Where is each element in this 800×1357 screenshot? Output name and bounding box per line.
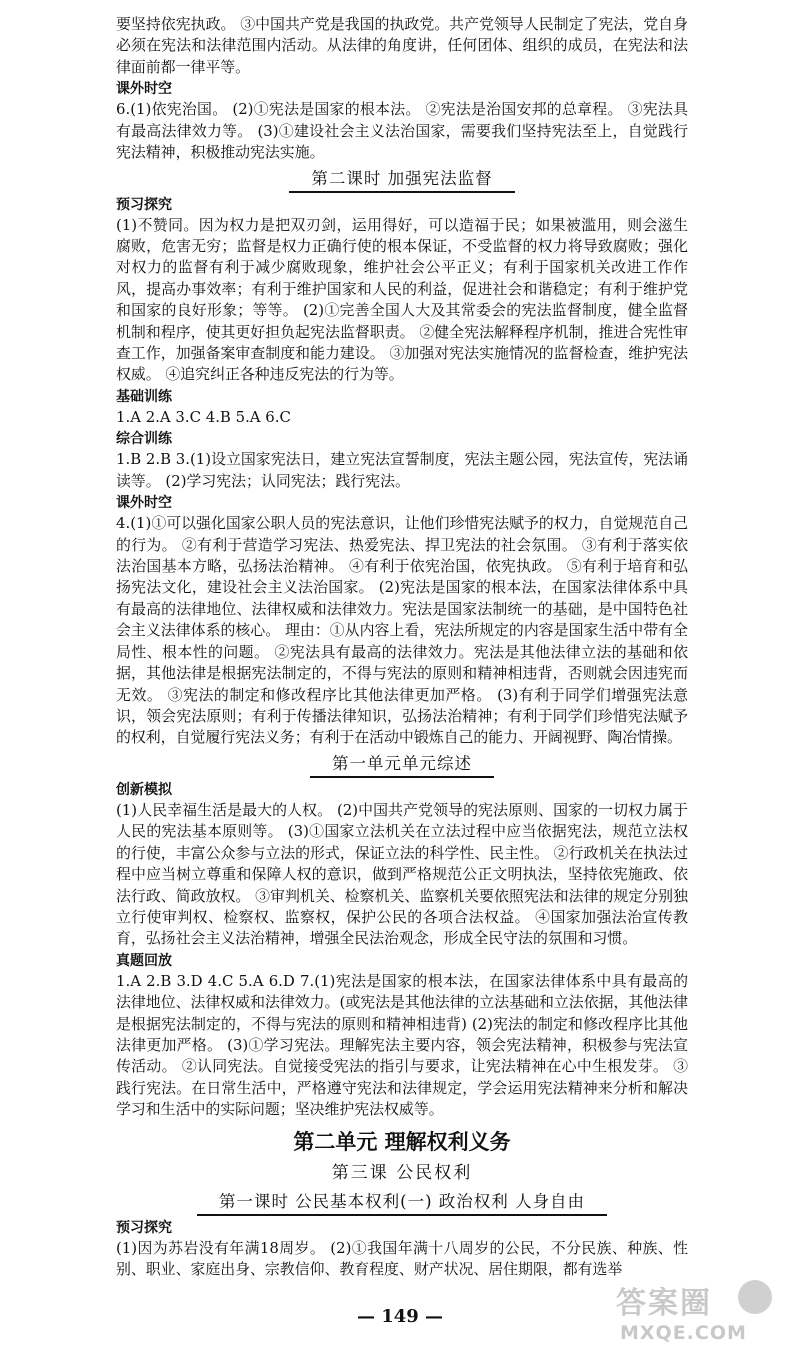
lesson-title-text: 第二课时 加强宪法监督 [289,167,514,193]
watermark-logo [590,1278,786,1350]
watermark-cn: 答案圈 [616,1286,712,1321]
watermark-en: MXQE.COM [620,1322,747,1344]
section-heading: 真题回放 [116,952,172,969]
paragraph: 6.(1)依宪治国。 (2)①宪法是国家的根本法。 ②宪法是治国安邦的总章程。 ③宪法具有最高法律效力等。 (3)①建设社会主义法治国家，需要我们坚持宪法至上，自觉践行宪法精神，积极推动宪法实施。 [116,100,688,162]
paragraph: (1)不赞同。因为权力是把双刃剑，运用得好，可以造福于民；如果被滥用，则会滋生腐败，危害无穷；监督是权力正确行使的根本保证，不受监督的权力将导致腐败；强化对权力的监督有利于减少腐败现象，维护社会公平正义；有利于国家机关改进工作作风，提高办事效率；有利于维护国家和人民的利益，促进社会和谐稳定；有利于维护党和国家的良好形象；等等。 (2)①完善全国人大及其常委会的宪法监督制度，健全监督机制和程序，使其更好担负起宪法监督职责。 ②健全宪法解释程序机制，推进合宪性审查工作，加强备案审查制度和能力建设。 ③加强对宪法实施情况的监督检查，维护宪法权威。 ④追究纠正各种违反宪法的行为等。 [116,215,688,384]
section-heading: 基础训练 [116,388,172,405]
lesson-title [116,1187,688,1217]
section-heading: 课外时空 [116,495,172,512]
section-heading: 预习探究 [116,1219,172,1236]
lesson-title-text: 第一单元单元综述 [310,752,494,778]
answer-content [116,14,688,1281]
paragraph: 要坚持依宪执政。 ③中国共产党是我国的执政党。共产党领导人民制定了宪法，党自身必须在宪法和法律范围内活动。从法律的角度讲，任何团体、组织的成员，在宪法和法律面前都一律平等。 [116,15,688,76]
section-heading: 创新模拟 [116,781,172,798]
lesson-subtitle: 第三课 公民权利 [331,1162,473,1183]
paragraph: 4.(1)①可以强化国家公职人员的宪法意识，让他们珍惜宪法赋予的权力，自觉规范自己的行为。 ②有利于营造学习宪法、热爱宪法、捍卫宪法的社会氛围。 ③有利于落实依法治国基本方略，弘扬法治精神。 ④有利于依宪治国，依宪执政。 ⑤有利于培育和弘扬宪法文化，建设社会主义法治国家。 (2)宪法是国家的根本法，在国家法律体系中具有最高的法律地位、法律权威和法律效力。宪法是国家法制统一的基础，是中国特色社会主义法律体系的核心。 理由：①从内容上看，宪法所规定的内容是国家生活中带有全局性、根本性的问题。 ②宪法具有最高的法律效力。宪法是其他法律立法的基础和依据，其他法律是根据宪法制定的，不得与宪法的原则和精神相违背，否则就会因违宪而无效。 ③宪法的制定和修改程序比其他法律更加严格。 (3)有利于同学们增强宪法意识，领会宪法原则；有利于传播法律知识，弘扬法治精神；有利于同学们珍惜宪法赋予的权利，自觉履行宪法义务；有利于在活动中锻炼自己的能力、开阔视野、陶冶情操。 [116,514,688,747]
paragraph: (1)因为苏岩没有年满18周岁。 (2)①我国年满十八周岁的公民，不分民族、种族、性别、职业、家庭出身、宗教信仰、教育程度、财产状况、居住期限，都有选举 [116,1238,688,1279]
lesson-title-text: 第一课时 公民基本权利(一) 政治权利 人身自由 [197,1190,607,1216]
paragraph: 1.A 2.B 3.D 4.C 5.A 6.D 7.(1)宪法是国家的根本法，在国家法律体系中具有最高的法律地位、法律权威和法律效力。(或宪法是其他法律的立法基础和立法依据，其他法律是根据宪法制定的，不得与宪法的原则和精神相违背) (2)宪法的制定和修改程序比其他法律更加严格。 (3)①学习宪法。理解宪法主要内容，领会宪法精神，积极参与宪法宣传活动。 ②认同宪法。自觉接受宪法的指引与要求，让宪法精神在心中生根发芽。 ③践行宪法。在日常生活中，严格遵守宪法和法律规定，学会运用宪法精神来分析和解决学习和生活中的实际问题；坚决维护宪法权威等。 [116,971,688,1119]
section-heading: 课外时空 [116,81,172,98]
page-number: — 149 — [356,1306,444,1327]
paragraph: (1)人民幸福生活是最大的人权。 (2)中国共产党领导的宪法原则、国家的一切权力属于人民的宪法基本原则等。 (3)①国家立法机关在立法过程中应当依据宪法，规范立法权的行使，丰富公众参与立法的形式，保证立法的科学性、民主性。 ②行政机关在执法过程中应当树立尊重和保障人权的意识，做到严格规范公正文明执法，坚持依宪施政、依法行政、简政放权。 ③审判机关、检察机关、监察机关要依照宪法和法律的规定分别独立行使审判权、检察权、监察权，保护公民的各项合法权益。 ④国家加强法治宣传教育，弘扬社会主义法治精神，增强全民法治观念，形成全民守法的氛围和习惯。 [116,800,688,948]
lesson-title [116,164,688,194]
lesson-title [116,749,688,779]
watermark-badge-icon [738,1280,772,1314]
paragraph: 1.B 2.B 3.(1)设立国家宪法日，建立宪法宣誓制度，宪法主题公园，宪法宣传，宪法诵读等。 (2)学习宪法；认同宪法；践行宪法。 [116,450,688,490]
section-heading: 预习探究 [116,196,172,213]
unit-title: 第二单元 理解权利义务 [293,1129,511,1154]
section-heading: 综合训练 [116,431,172,448]
paragraph: 1.A 2.A 3.C 4.B 5.A 6.C [116,407,291,426]
